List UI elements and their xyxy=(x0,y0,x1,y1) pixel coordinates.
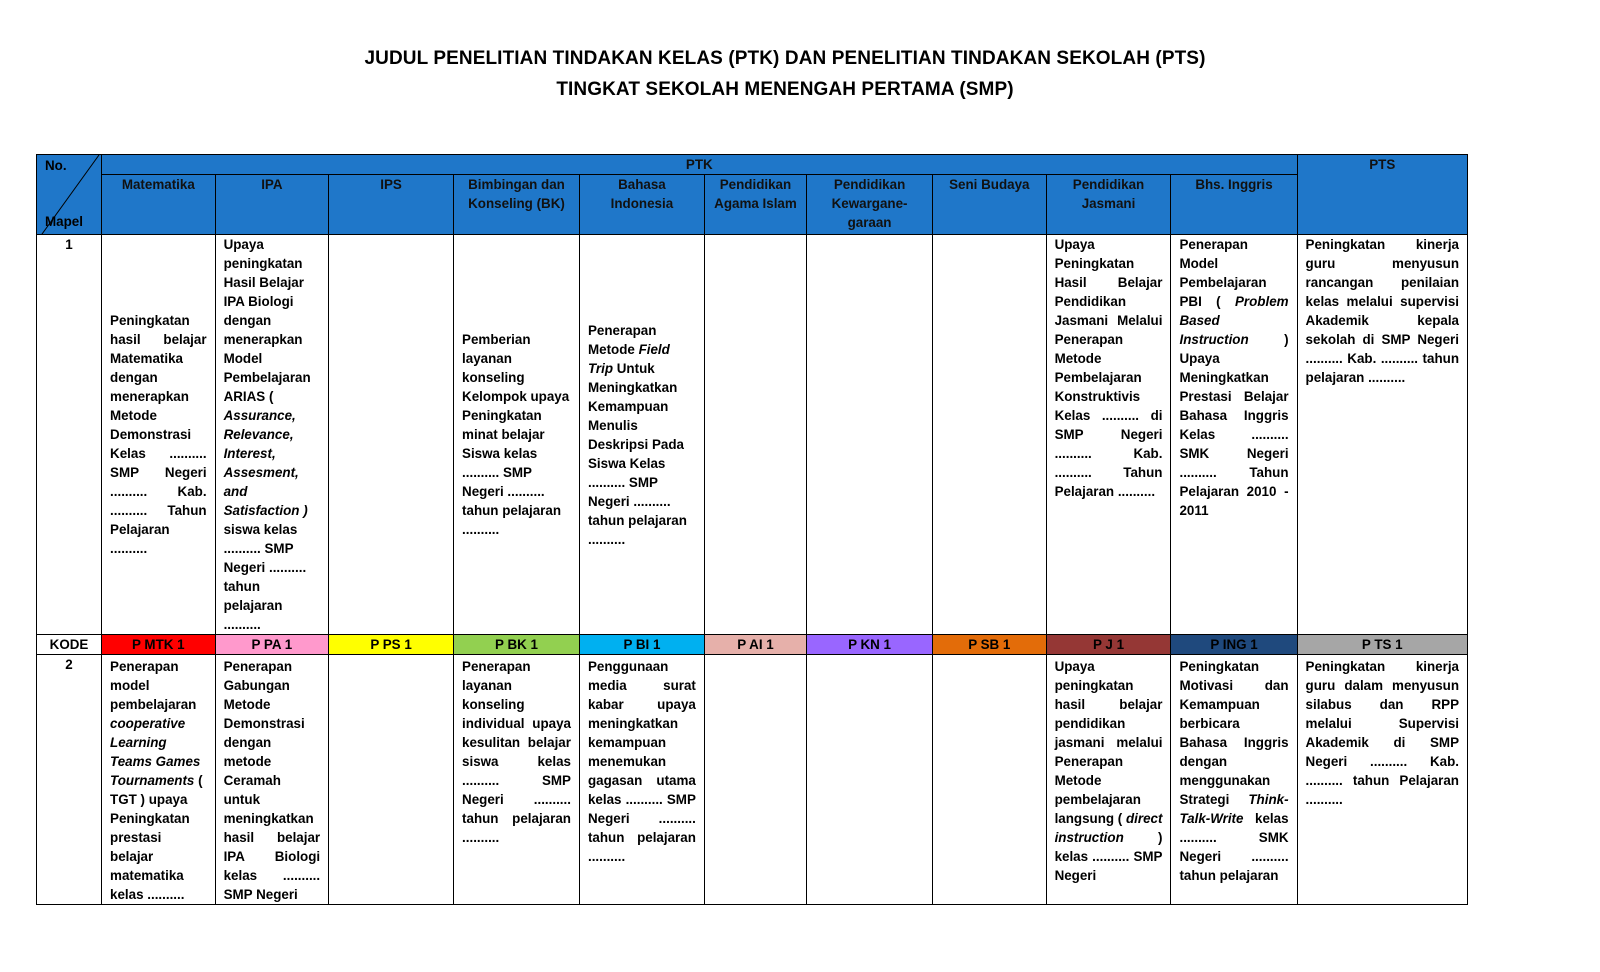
cell-r2-ips xyxy=(329,655,454,905)
cell-text: Penerapan Gabungan Metode Demonstrasi dengan metode Ceramah untuk meningkatkan hasil belajar IPA Biologi kelas .......... SMP Negeri xyxy=(223,659,321,902)
cell-r2-bk xyxy=(454,655,580,905)
cell-text-italic: Field Trip xyxy=(587,341,670,376)
subject-header-pai: Pendidikan Agama Islam xyxy=(704,175,806,235)
cell-text: Upaya peningkatan hasil belajar pendidikan jasmani melalui Penerapan Metode pembelajaran langsung ( xyxy=(1054,659,1163,826)
cell-text-italic: direct instruction xyxy=(1054,811,1163,845)
cell-r1-ipa xyxy=(215,235,329,635)
cell-text: Untuk Meningkatkan Kemampuan Menulis Deskripsi Pada Siswa Kelas .......... SMP Negeri .......... tahun pelajaran .......... xyxy=(587,360,687,547)
cell-r1-seni xyxy=(933,235,1047,635)
code-pkn: P KN 1 xyxy=(807,635,933,655)
cell-r2-bindo xyxy=(579,655,704,905)
cell-text-italic: Assurance, Relevance, Interest, Assesment, and Satisfaction ) xyxy=(223,408,308,518)
cell-r2-ipa xyxy=(215,655,329,905)
cell-text-italic: Think-Talk-Write xyxy=(1179,792,1289,826)
cell-r1-matematika xyxy=(102,235,216,635)
cell-r1-ips xyxy=(329,235,454,635)
ptk-header: PTK xyxy=(102,155,1298,175)
cell-r2-pts xyxy=(1297,655,1467,905)
cell-text: Upaya peningkatan Hasil Belajar IPA Biologi dengan menerapkan Model Pembelajaran ARIAS ( xyxy=(223,237,311,404)
code-matematika: P MTK 1 xyxy=(102,635,216,655)
cell-r2-pkn xyxy=(807,655,933,905)
cell-text: Penerapan layanan konseling individual upaya kesulitan belajar siswa kelas .......... SMP Negeri .......... tahun pelajaran .......... xyxy=(462,659,571,845)
document-title-line1: JUDUL PENELITIAN TINDAKAN KELAS (PTK) DAN PENELITIAN TINDAKAN SEKOLAH (PTS) xyxy=(364,48,1206,69)
code-seni-budaya: P SB 1 xyxy=(933,635,1047,655)
cell-text: Penggunaan media surat kabar upaya meningkatkan kemampuan menemukan gagasan utama kelas .......... SMP Negeri .......... tahun pelajaran .......... xyxy=(587,659,696,864)
pts-header: PTS xyxy=(1297,155,1467,235)
subject-header-penjas: Pendidikan Jasmani xyxy=(1046,175,1171,235)
cell-r1-bk xyxy=(454,235,580,635)
cell-text: siswa kelas .......... SMP Negeri .......... tahun pelajaran .......... xyxy=(223,522,307,632)
code-ips: P PS 1 xyxy=(329,635,454,655)
research-title-table xyxy=(36,154,1468,905)
code-ipa: P PA 1 xyxy=(215,635,329,655)
cell-text: ) Upaya Meningkatkan Prestasi Belajar Bahasa Inggris Kelas .......... SMK Negeri .......... Tahun Pelajaran 2010 - 2011 xyxy=(1179,332,1289,518)
cell-text: Upaya Peningkatan Hasil Belajar Pendidikan Jasmani Melalui Penerapan Metode Pembelajaran Konstruktivis Kelas .......... di SMP Negeri .......... Kab. .......... Tahun Pelajaran .......... xyxy=(1054,237,1163,499)
subject-header-bhs-inggris: Bhs. Inggris xyxy=(1171,175,1297,235)
cell-r2-inggris xyxy=(1171,655,1297,905)
cell-text: Penerapan Metode xyxy=(587,322,657,357)
subject-header-pkn: Pendidikan Kewargane-garaan xyxy=(807,175,933,235)
cell-text: Peningkatan kinerja guru dalam menyusun silabus dan RPP melalui Supervisi Akademik di SMP Negeri .......... Kab. .......... tahun Pelajaran .......... xyxy=(1305,659,1459,807)
cell-r2-seni xyxy=(933,655,1047,905)
subject-header-bk: Bimbingan dan Konseling (BK) xyxy=(454,175,580,235)
code-bahasa-indonesia: P BI 1 xyxy=(579,635,704,655)
cell-r2-penjas xyxy=(1046,655,1171,905)
cell-r1-penjas xyxy=(1046,235,1171,635)
cell-r1-pkn xyxy=(807,235,933,635)
no-mapel-header xyxy=(37,155,102,235)
code-pts: P TS 1 xyxy=(1297,635,1467,655)
cell-text: kelas .......... SMK Negeri .......... tahun pelajaran xyxy=(1179,811,1289,883)
cell-text: ( TGT ) upaya Peningkatan prestasi belajar matematika kelas .......... xyxy=(110,773,203,902)
code-bhs-inggris: P ING 1 xyxy=(1171,635,1297,655)
cell-text-italic: cooperative Learning Teams Games Tournaments xyxy=(110,716,201,788)
cell-r1-pai xyxy=(704,235,806,635)
row-number-1: 1 xyxy=(37,235,102,635)
code-pai: P AI 1 xyxy=(704,635,806,655)
document-title-line2: TINGKAT SEKOLAH MENENGAH PERTAMA (SMP) xyxy=(556,79,1014,100)
cell-r1-inggris xyxy=(1171,235,1297,635)
cell-text: Penerapan model pembelajaran xyxy=(110,659,197,712)
row-number-2: 2 xyxy=(37,655,102,905)
cell-text: Peningkatan kinerja guru menyusun rancangan penilaian kelas melalui supervisi Akademik kepala sekolah di SMP Negeri .......... Kab. .......... tahun pelajaran .......... xyxy=(1305,237,1459,385)
subject-header-ips: IPS xyxy=(329,175,454,235)
cell-r2-matematika xyxy=(102,655,216,905)
mapel-label: Mapel xyxy=(45,214,83,229)
cell-text: Penerapan Model Pembelajaran PBI ( xyxy=(1179,237,1267,309)
subject-header-bahasa-indonesia: Bahasa Indonesia xyxy=(579,175,704,235)
no-label: No. xyxy=(45,158,67,173)
cell-r2-pai xyxy=(704,655,806,905)
cell-text: ) kelas .......... SMP Negeri xyxy=(1054,830,1163,883)
cell-r1-bindo xyxy=(579,235,704,635)
subject-header-matematika: Matematika xyxy=(102,175,216,235)
cell-text: Peningkatan hasil belajar Matematika dengan menerapkan Metode Demonstrasi Kelas .......... SMP Negeri .......... Kab. .......... Tahun Pelajaran .......... xyxy=(110,313,207,556)
cell-text-italic: Problem Based Instruction xyxy=(1179,294,1289,347)
subject-header-seni-budaya: Seni Budaya xyxy=(933,175,1047,235)
code-bk: P BK 1 xyxy=(454,635,580,655)
cell-text: Peningkatan Motivasi dan Kemampuan berbicara Bahasa Inggris dengan menggunakan Strategi xyxy=(1179,659,1289,807)
cell-r1-pts xyxy=(1297,235,1467,635)
code-penjas: P J 1 xyxy=(1046,635,1171,655)
subject-header-ipa: IPA xyxy=(215,175,329,235)
cell-text: Pemberian layanan konseling Kelompok upaya Peningkatan minat belajar Siswa kelas .......... SMP Negeri .......... tahun pelajaran .......... xyxy=(462,332,570,537)
kode-label: KODE xyxy=(37,635,102,655)
